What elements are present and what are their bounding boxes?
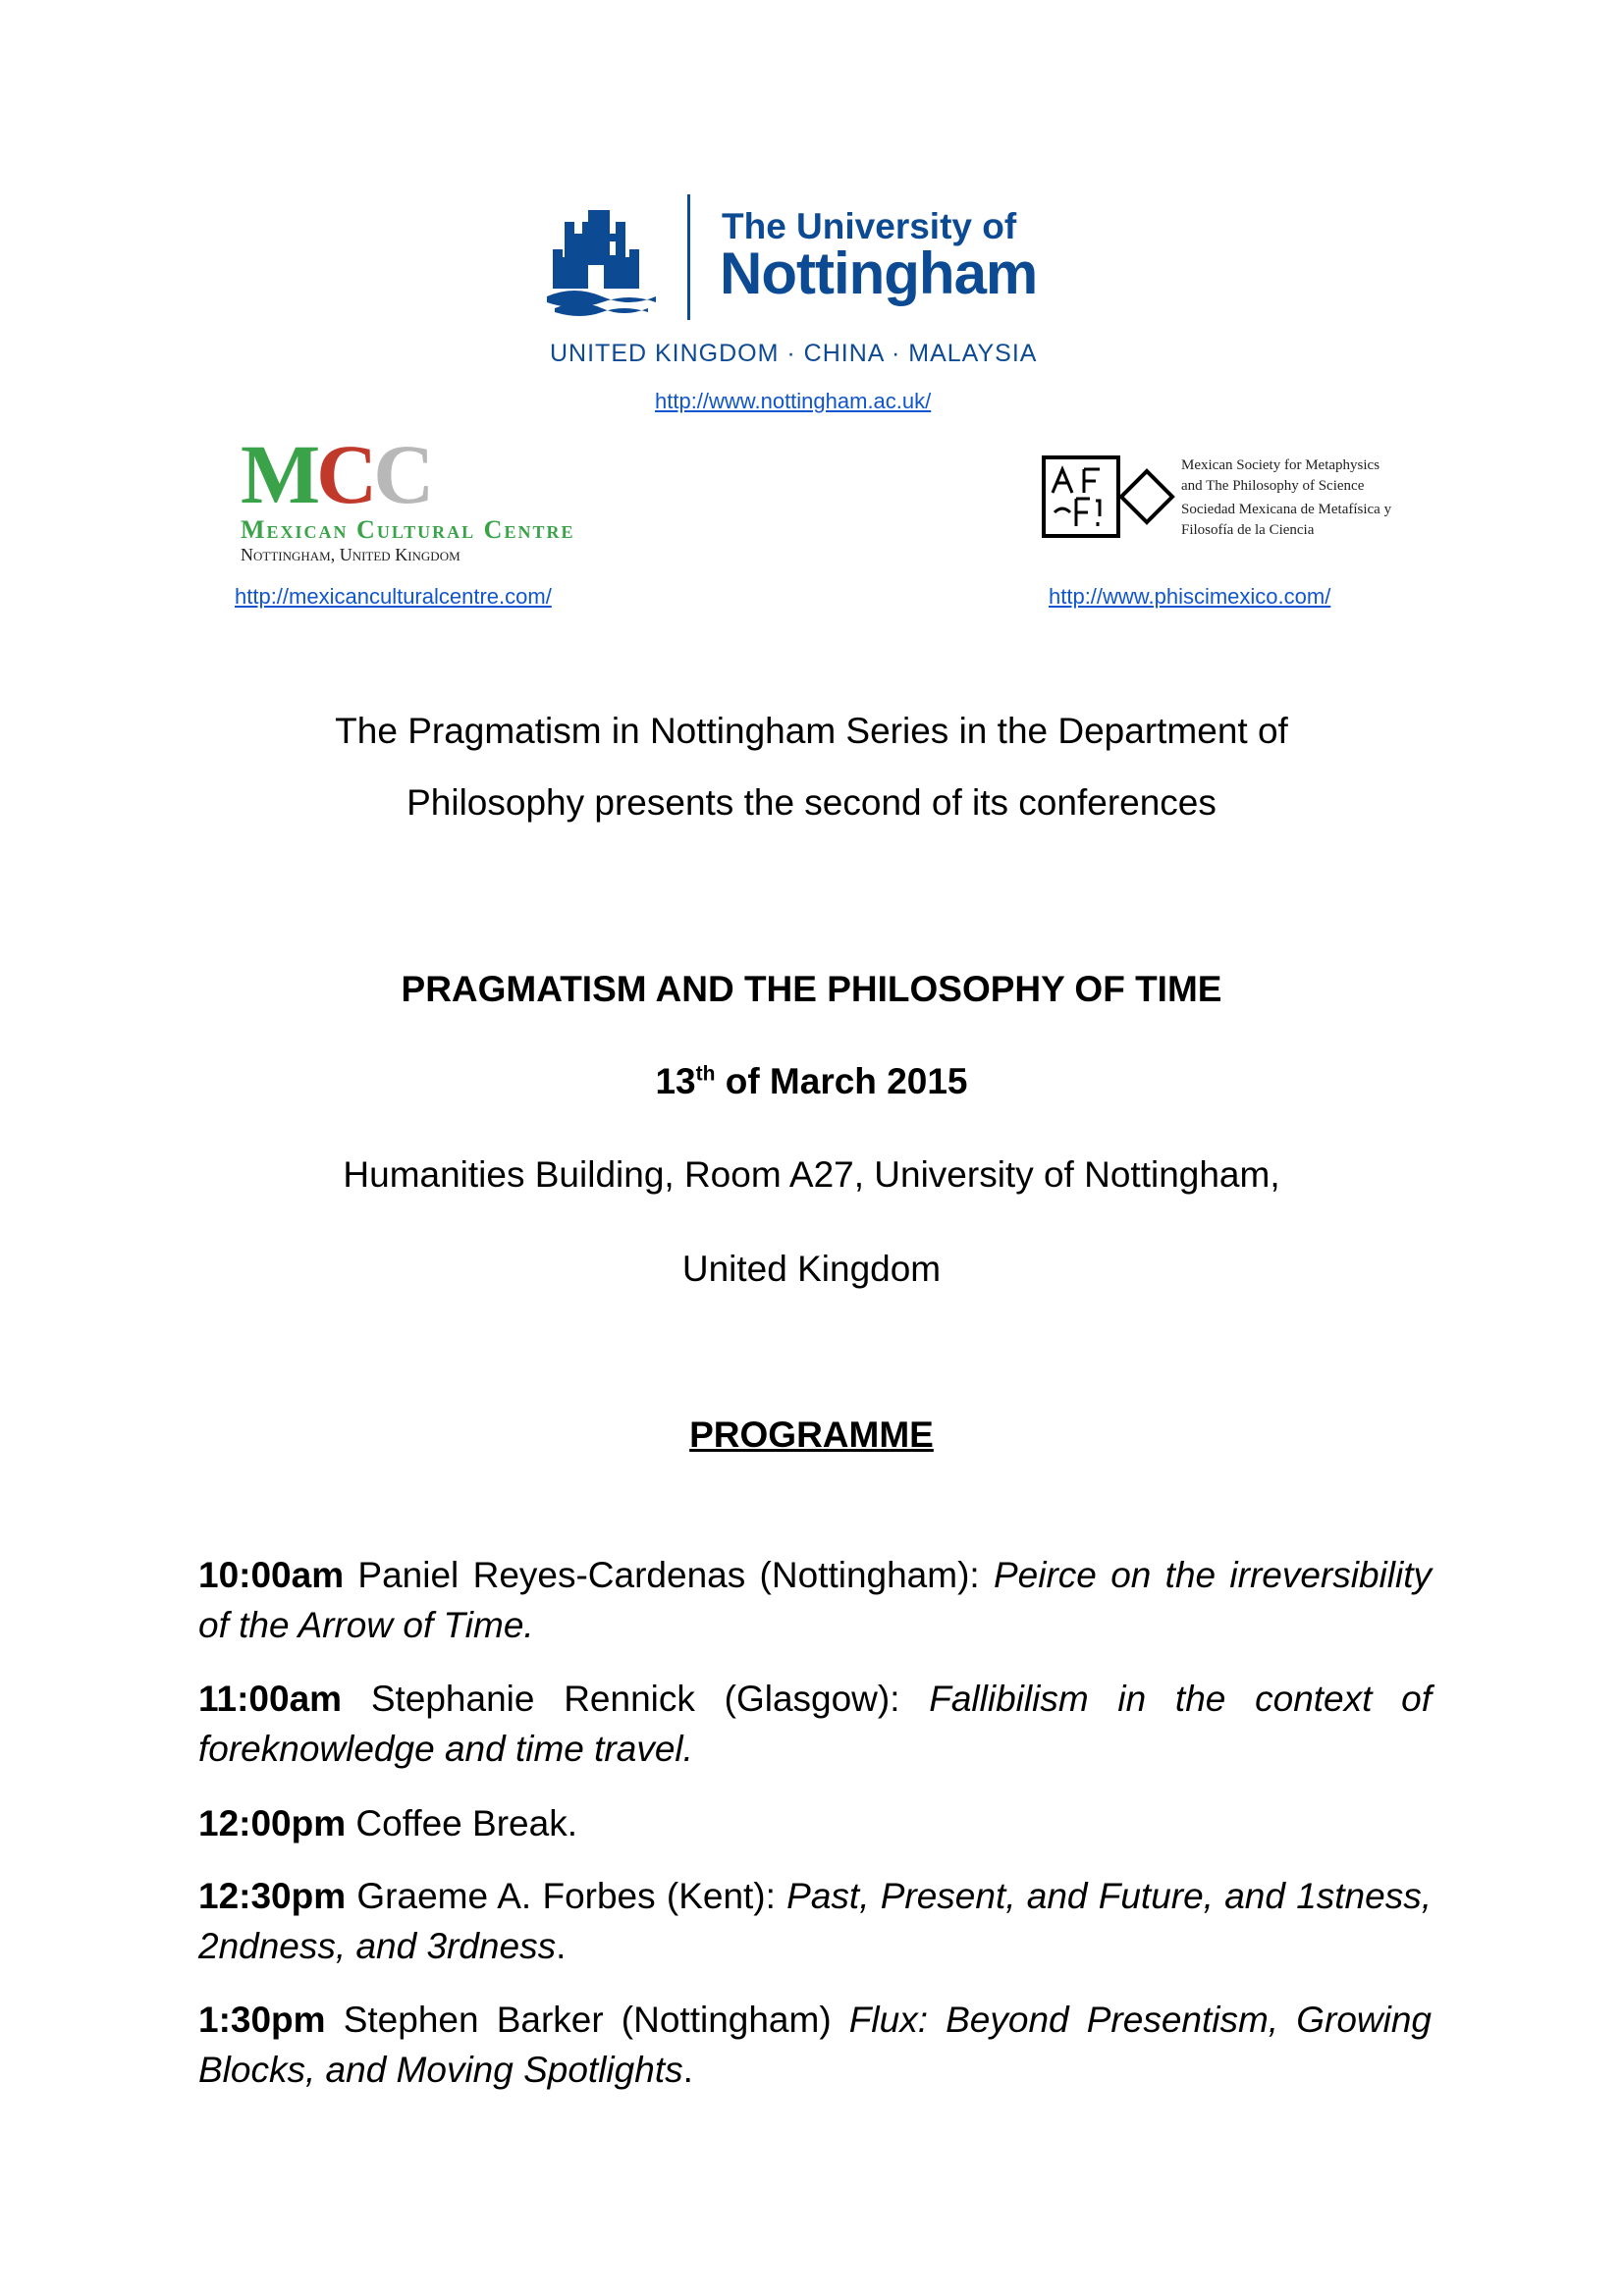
university-name-line2: Nottingham [720, 240, 1038, 306]
society-name-english [1181, 455, 1417, 497]
university-regions: UNITED KINGDOM · CHINA · MALAYSIA [550, 340, 1038, 367]
entry-speaker: Coffee Break. [346, 1803, 577, 1843]
event-date [0, 1061, 1623, 1102]
venue-line-2: United Kingdom [681, 1249, 942, 1289]
programme-entry [198, 1995, 1432, 2095]
nottingham-link[interactable]: http://www.nottingham.ac.uk/ [655, 389, 932, 413]
university-of-nottingham-logo [545, 194, 1090, 371]
entry-speaker: Paniel Reyes-Cardenas (Nottingham): [344, 1555, 994, 1595]
mcc-name: Mexican Cultural Centre [241, 515, 575, 544]
entry-title: Peirce on the irreversibility of the Arrow of Time. [198, 1555, 1432, 1645]
society-name-en-line2: and The Philosophy of Science [1181, 478, 1365, 494]
programme-heading: PROGRAMME [689, 1415, 934, 1455]
mcc-letter-m: M [241, 427, 317, 521]
entry-speaker: Stephanie Rennick (Glasgow): [342, 1679, 930, 1719]
mcc-letters [241, 425, 430, 523]
logo-divider [687, 194, 690, 320]
mcc-letter-c2: C [373, 427, 431, 521]
society-name-es-line2: Filosofía de la Ciencia [1181, 522, 1315, 538]
event-date-rest: of March 2015 [715, 1061, 968, 1101]
entry-title: Flux: Beyond Presentism, Growing Blocks, and Moving Spotlights [198, 2000, 1432, 2090]
entry-tail: . [682, 2050, 693, 2090]
castle-crest-icon [545, 206, 658, 316]
venue-line-1: Humanities Building, Room A27, University of Nottingham, [343, 1154, 1280, 1195]
mcc-letter-c1: C [316, 427, 374, 521]
society-name-spanish [1181, 500, 1417, 541]
event-date-suffix: th [695, 1062, 716, 1086]
entry-time: 10:00am [198, 1555, 345, 1595]
mcc-city: Nottingham, United Kingdom [241, 545, 460, 564]
programme-entry [198, 1871, 1432, 1971]
intro-line-2: Philosophy presents the second of its conferences [406, 782, 1217, 823]
programme-entry [198, 1550, 1432, 1650]
entry-time: 1:30pm [198, 2000, 326, 2040]
entry-time: 11:00am [198, 1679, 343, 1719]
event-date-day: 13 [655, 1061, 696, 1101]
entry-speaker: Graeme A. Forbes (Kent): [346, 1876, 787, 1916]
university-name-line1: The University of [722, 206, 1017, 246]
intro-line-1: The Pragmatism in Nottingham Series in the Department of [335, 711, 1288, 751]
entry-time: 12:00pm [198, 1803, 347, 1843]
metaphysics-society-logo [1041, 454, 1414, 542]
phiscimexico-link[interactable]: http://www.phiscimexico.com/ [1049, 584, 1331, 609]
entry-title: Past, Present, and Future, and 1stness, 2ndness, and 3rdness [198, 1876, 1432, 1966]
programme-entry [198, 1798, 1432, 1848]
mexican-cultural-centre-logo [241, 427, 614, 574]
entry-title: Fallibilism in the context of foreknowledge and time travel. [198, 1679, 1433, 1769]
entry-speaker: Stephen Barker (Nottingham) [325, 2000, 849, 2040]
society-emblem-icon [1041, 454, 1188, 540]
entry-time: 12:30pm [198, 1876, 347, 1916]
society-name-en-line1: Mexican Society for Metaphysics [1181, 457, 1380, 473]
mcc-link[interactable]: http://mexicanculturalcentre.com/ [235, 584, 552, 609]
society-name-es-line1: Sociedad Mexicana de Metafísica y [1181, 502, 1392, 517]
programme-entry [198, 1674, 1432, 1774]
event-title: PRAGMATISM AND THE PHILOSOPHY OF TIME [401, 969, 1222, 1009]
entry-tail: . [556, 1926, 567, 1966]
